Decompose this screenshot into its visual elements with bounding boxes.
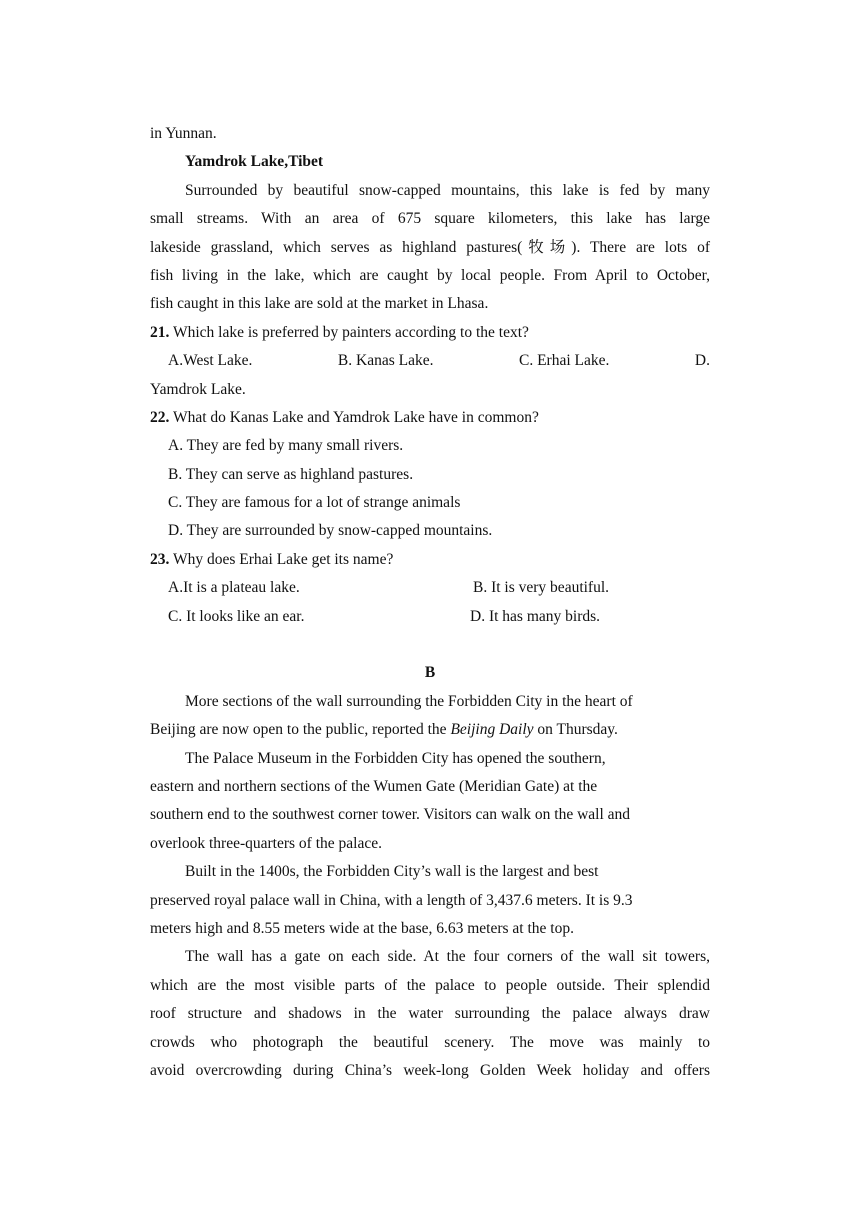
question-text: Which lake is preferred by painters according to the text? [169,323,529,341]
paragraph-line: roof structure and shadows in the water surrounding the palace always draw [150,1005,710,1023]
paragraph-line: meters high and 8.55 meters wide at the base, 6.63 meters at the top. [150,919,574,937]
passage-a-line: in Yunnan. [150,125,217,142]
question-number: 21. [150,323,170,341]
text-run: on Thursday. [533,721,618,739]
paragraph-line: avoid overcrowding during China’s week-long Golden Week holiday and offers [150,1061,710,1079]
option-a: A.West Lake. [168,352,253,370]
paragraph-line: lakeside grassland, which serves as highland pastures(牧场). There are lots of [150,238,710,256]
option-a: A.It is a plateau lake. [168,579,300,597]
paragraph-line: The Palace Museum in the Forbidden City has opened the southern, [185,749,606,767]
option-a: A. They are fed by many small rivers. [168,437,404,455]
question-number: 22. [150,408,170,426]
paragraph-line: which are the most visible parts of the palace to people outside. Their splendid [150,976,710,994]
question-text: What do Kanas Lake and Yamdrok Lake have in common? [172,408,539,426]
option-c: C. It looks like an ear. [168,607,305,625]
document-page [150,120,710,1085]
option-d-continued: Yamdrok Lake. [150,380,246,398]
question-23 [150,546,710,574]
paragraph-line: Surrounded by beautiful snow-capped mountains, this lake is fed by many [185,181,710,199]
spacer [150,631,710,659]
newspaper-title: Beijing Daily [450,721,534,739]
paragraph-line: Built in the 1400s, the Forbidden City’s wall is the largest and best [185,863,599,881]
option-d: D. It has many birds. [470,607,601,625]
paragraph-line: small streams. With an area of 675 square kilometers, this lake has large [150,210,710,228]
option-b: B. They can serve as highland pastures. [168,465,414,483]
option-b: B. It is very beautiful. [473,579,610,597]
paragraph-line: overlook three-quarters of the palace. [150,834,382,852]
paragraph-line: southern end to the southwest corner tower. Visitors can walk on the wall and [150,806,631,824]
paragraph-line [150,716,710,744]
paragraph-line: eastern and northern sections of the Wumen Gate (Meridian Gate) at the [150,777,598,795]
paragraph-line: The wall has a gate on each side. At the four corners of the wall sit towers, [185,948,710,966]
question-21-options [150,347,710,375]
option-c: C. Erhai Lake. [519,352,610,370]
option-b: B. Kanas Lake. [337,352,434,370]
option-c: C. They are famous for a lot of strange animals [168,494,461,512]
section-heading-yamdrok: Yamdrok Lake,Tibet [185,153,324,171]
paragraph-line: preserved royal palace wall in China, with a length of 3,437.6 meters. It is 9.3 [150,891,633,909]
question-23-options-row1 [150,574,710,602]
option-d: D. [694,352,710,370]
paragraph-line: More sections of the wall surrounding the Forbidden City in the heart of [185,692,633,710]
question-23-options-row2 [150,603,710,631]
paragraph-line: fish caught in this lake are sold at the market in Lhasa. [150,295,489,313]
question-number: 23. [150,550,170,568]
passage-b-label: B [424,664,436,682]
question-text: Why does Erhai Lake get its name? [172,550,394,568]
question-22 [150,404,710,432]
paragraph-line: crowds who photograph the beautiful scenery. The move was mainly to [150,1033,710,1051]
question-21 [150,319,710,347]
paragraph-line: fish living in the lake, which are caught by local people. From April to October, [150,266,710,284]
text-run: Beijing are now open to the public, reported the [150,721,451,739]
option-d: D. They are surrounded by snow-capped mountains. [168,522,493,540]
